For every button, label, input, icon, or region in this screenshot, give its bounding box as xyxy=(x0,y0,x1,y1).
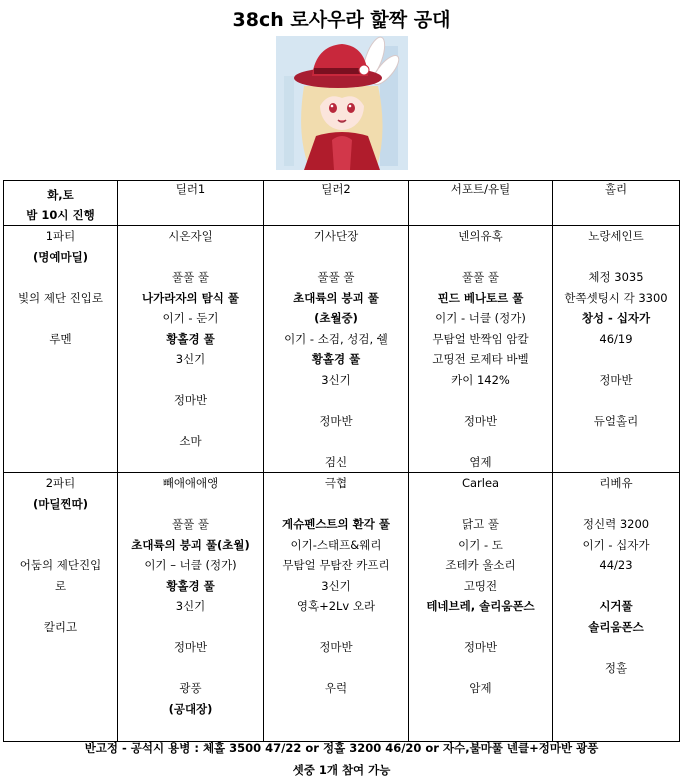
cell-line xyxy=(264,431,408,452)
cell-line: 소마 xyxy=(179,434,202,448)
cell-line: (공대장) xyxy=(168,701,213,716)
cell-line: 조테카 울소리 xyxy=(445,558,516,572)
cell-line: 풀풀 풀 xyxy=(172,270,209,284)
cell-line: 정마반 xyxy=(173,393,208,407)
cell-line: 솔리움폰스 xyxy=(588,619,644,634)
cell-line: (마딜찐따) xyxy=(33,496,88,511)
cell-line: 영혹+2Lv 오라 xyxy=(296,599,376,613)
cell-line: 이기 – 너클 (정가) xyxy=(144,558,237,572)
cell-line: 시온자일 xyxy=(168,229,213,243)
cell-line: 듀얼홀리 xyxy=(593,413,639,428)
footer-line-mercenary: 반고정 - 공석시 용병 : 체홀 3500 47/22 or 정홀 3200 46/20 or 자수,불마풀 넨클+정마반 광풍 xyxy=(84,741,599,755)
cell-line: 정마반 xyxy=(463,413,498,428)
cell-line xyxy=(553,247,679,268)
cell-line xyxy=(118,247,263,268)
cell-line: 정마반 xyxy=(319,413,353,428)
cell-line xyxy=(409,658,552,679)
cell-line xyxy=(553,576,679,597)
cell-line: 게슈펜스트의 환각 풀 xyxy=(282,517,390,531)
cell-line xyxy=(4,308,117,329)
cell-line: 44/23 xyxy=(599,558,633,572)
cell-line: 초대륙의 붕괴 풀 xyxy=(293,290,379,305)
cell-line: 이기 - 둔기 xyxy=(162,311,219,325)
party1-dealer2-cell xyxy=(264,226,409,473)
cell-line: 칼리고 xyxy=(43,619,78,634)
party1-row xyxy=(4,226,680,473)
cell-line: 정마반 xyxy=(463,640,498,654)
party2-info-cell xyxy=(4,473,118,742)
cell-line: 무탐얼 반짝임 암칼 xyxy=(432,331,529,346)
cell-line xyxy=(264,494,408,515)
cell-line: 광풍 xyxy=(179,681,202,695)
cell-line: 풀풀 풀 xyxy=(317,270,355,284)
cell-line: 극협 xyxy=(324,476,348,490)
cell-line xyxy=(264,390,408,411)
cell-line xyxy=(409,431,552,452)
cell-line: 테네브레, 솔리움폰스 xyxy=(426,599,535,613)
cell-line: 풀풀 풀 xyxy=(462,270,499,284)
cell-line xyxy=(409,247,552,268)
cell-line xyxy=(118,370,263,391)
cell-line: 리베유 xyxy=(599,476,633,490)
cell-line: 정신력 3200 xyxy=(582,517,650,531)
cell-line: 무탐얼 무탐잔 카프리 xyxy=(282,558,390,572)
cell-line: 창성 - 십자가 xyxy=(581,311,651,325)
cell-line: 정마반 xyxy=(319,640,353,654)
cell-line xyxy=(4,267,117,288)
cell-line: 황홀경 풀 xyxy=(166,331,215,346)
party1-holy-cell xyxy=(553,226,680,473)
column-header-support: 서포트/유틸 xyxy=(409,181,553,226)
cell-line: 어둠의 제단진입 xyxy=(19,558,102,572)
cell-line: (명예마딜) xyxy=(33,249,88,264)
cell-line: 1파티 xyxy=(45,229,76,243)
cell-line: 로 xyxy=(54,578,67,593)
cell-line: (초월중) xyxy=(314,311,358,325)
cell-line xyxy=(264,247,408,268)
cell-line xyxy=(264,658,408,679)
cell-line: 이기 - 너클 (정가) xyxy=(435,311,526,325)
cell-line: 기사단장 xyxy=(313,229,359,243)
cell-line: 이기-스태프&웨리 xyxy=(290,537,382,552)
cell-line xyxy=(4,535,117,556)
schedule-cell xyxy=(4,181,118,226)
cell-line: 한쪽셋팅시 각 3300 xyxy=(564,290,668,305)
cell-line xyxy=(118,411,263,432)
column-header-holy: 홀리 xyxy=(553,181,680,226)
schedule-time: 밤 10시 진행 xyxy=(26,208,95,222)
column-header-dealer1: 딜러1 xyxy=(118,181,264,226)
cell-line xyxy=(553,637,679,658)
cell-line: 체정 3035 xyxy=(588,270,644,284)
cell-line: 고띵전 로제타 바벨 xyxy=(432,352,529,366)
cell-line: 염제 xyxy=(469,454,492,469)
party1-info-cell xyxy=(4,226,118,473)
cell-line: 풀풀 풀 xyxy=(172,517,209,531)
cell-line xyxy=(118,494,263,515)
cell-line: 3신기 xyxy=(175,352,206,366)
cell-line: 2파티 xyxy=(45,476,76,490)
character-portrait xyxy=(276,36,408,170)
party2-holy-cell xyxy=(553,473,680,742)
cell-line xyxy=(553,349,679,370)
cell-line: 초대륙의 붕괴 풀(초월) xyxy=(131,537,250,552)
cell-line xyxy=(4,596,117,617)
cell-line: 황홀경 풀 xyxy=(166,578,215,593)
cell-line: 3신기 xyxy=(321,578,351,593)
cell-line: 우럭 xyxy=(324,681,348,695)
cell-line: 3신기 xyxy=(175,599,206,613)
cell-line: 넨의유혹 xyxy=(458,229,503,243)
cell-line xyxy=(409,494,552,515)
cell-line: 닭고 풀 xyxy=(462,517,499,531)
cell-line xyxy=(409,617,552,638)
cell-line xyxy=(553,390,679,411)
cell-line: 핀드 베나토르 풀 xyxy=(437,290,524,305)
cell-line: 빛의 제단 진입로 xyxy=(17,290,104,305)
cell-line: 정마반 xyxy=(173,640,208,654)
cell-line: Carlea xyxy=(461,476,500,490)
page-title: 38ch 로사우라 핥짝 공대 xyxy=(232,9,451,31)
footer-notes xyxy=(0,737,683,781)
cell-line xyxy=(4,514,117,535)
column-header-dealer2: 딜러2 xyxy=(264,181,409,226)
cell-line: 루멘 xyxy=(49,331,72,346)
cell-line: 이기 - 소검, 성검, 쉘 xyxy=(284,331,388,346)
cell-line: 이기 - 십자가 xyxy=(582,537,650,552)
footer-line-participation: 셋중 1개 참여 가능 xyxy=(292,763,391,777)
party2-row xyxy=(4,473,680,742)
header-row xyxy=(4,181,680,226)
cell-line: 나가라자의 탐식 풀 xyxy=(142,290,239,305)
cell-line: 정마반 xyxy=(599,372,633,387)
party2-dealer2-cell xyxy=(264,473,409,742)
cell-line: 카이 142% xyxy=(451,372,510,387)
cell-line xyxy=(264,617,408,638)
party1-support-cell xyxy=(409,226,553,473)
cell-line: 정홀 xyxy=(604,660,628,675)
cell-line xyxy=(409,390,552,411)
cell-line: 황홀경 풀 xyxy=(311,352,361,366)
cell-line: 검신 xyxy=(324,454,348,469)
cell-line: 노랑세인트 xyxy=(588,229,644,243)
party2-support-cell xyxy=(409,473,553,742)
cell-line: 시거풀 xyxy=(599,599,633,613)
schedule-days: 화,토 xyxy=(47,188,74,202)
party-table xyxy=(3,180,680,742)
cell-line: 이기 - 도 xyxy=(458,537,503,552)
party2-dealer1-cell xyxy=(118,473,264,742)
cell-line: 46/19 xyxy=(599,331,633,346)
cell-line xyxy=(118,617,263,638)
party1-dealer1-cell xyxy=(118,226,264,473)
cell-line: 암제 xyxy=(469,681,492,695)
cell-line xyxy=(553,494,679,515)
cell-line: 빼애애애앵 xyxy=(162,476,219,490)
cell-line xyxy=(118,658,263,679)
cell-line: 3신기 xyxy=(321,372,351,387)
cell-line: 고띵전 xyxy=(463,578,498,593)
